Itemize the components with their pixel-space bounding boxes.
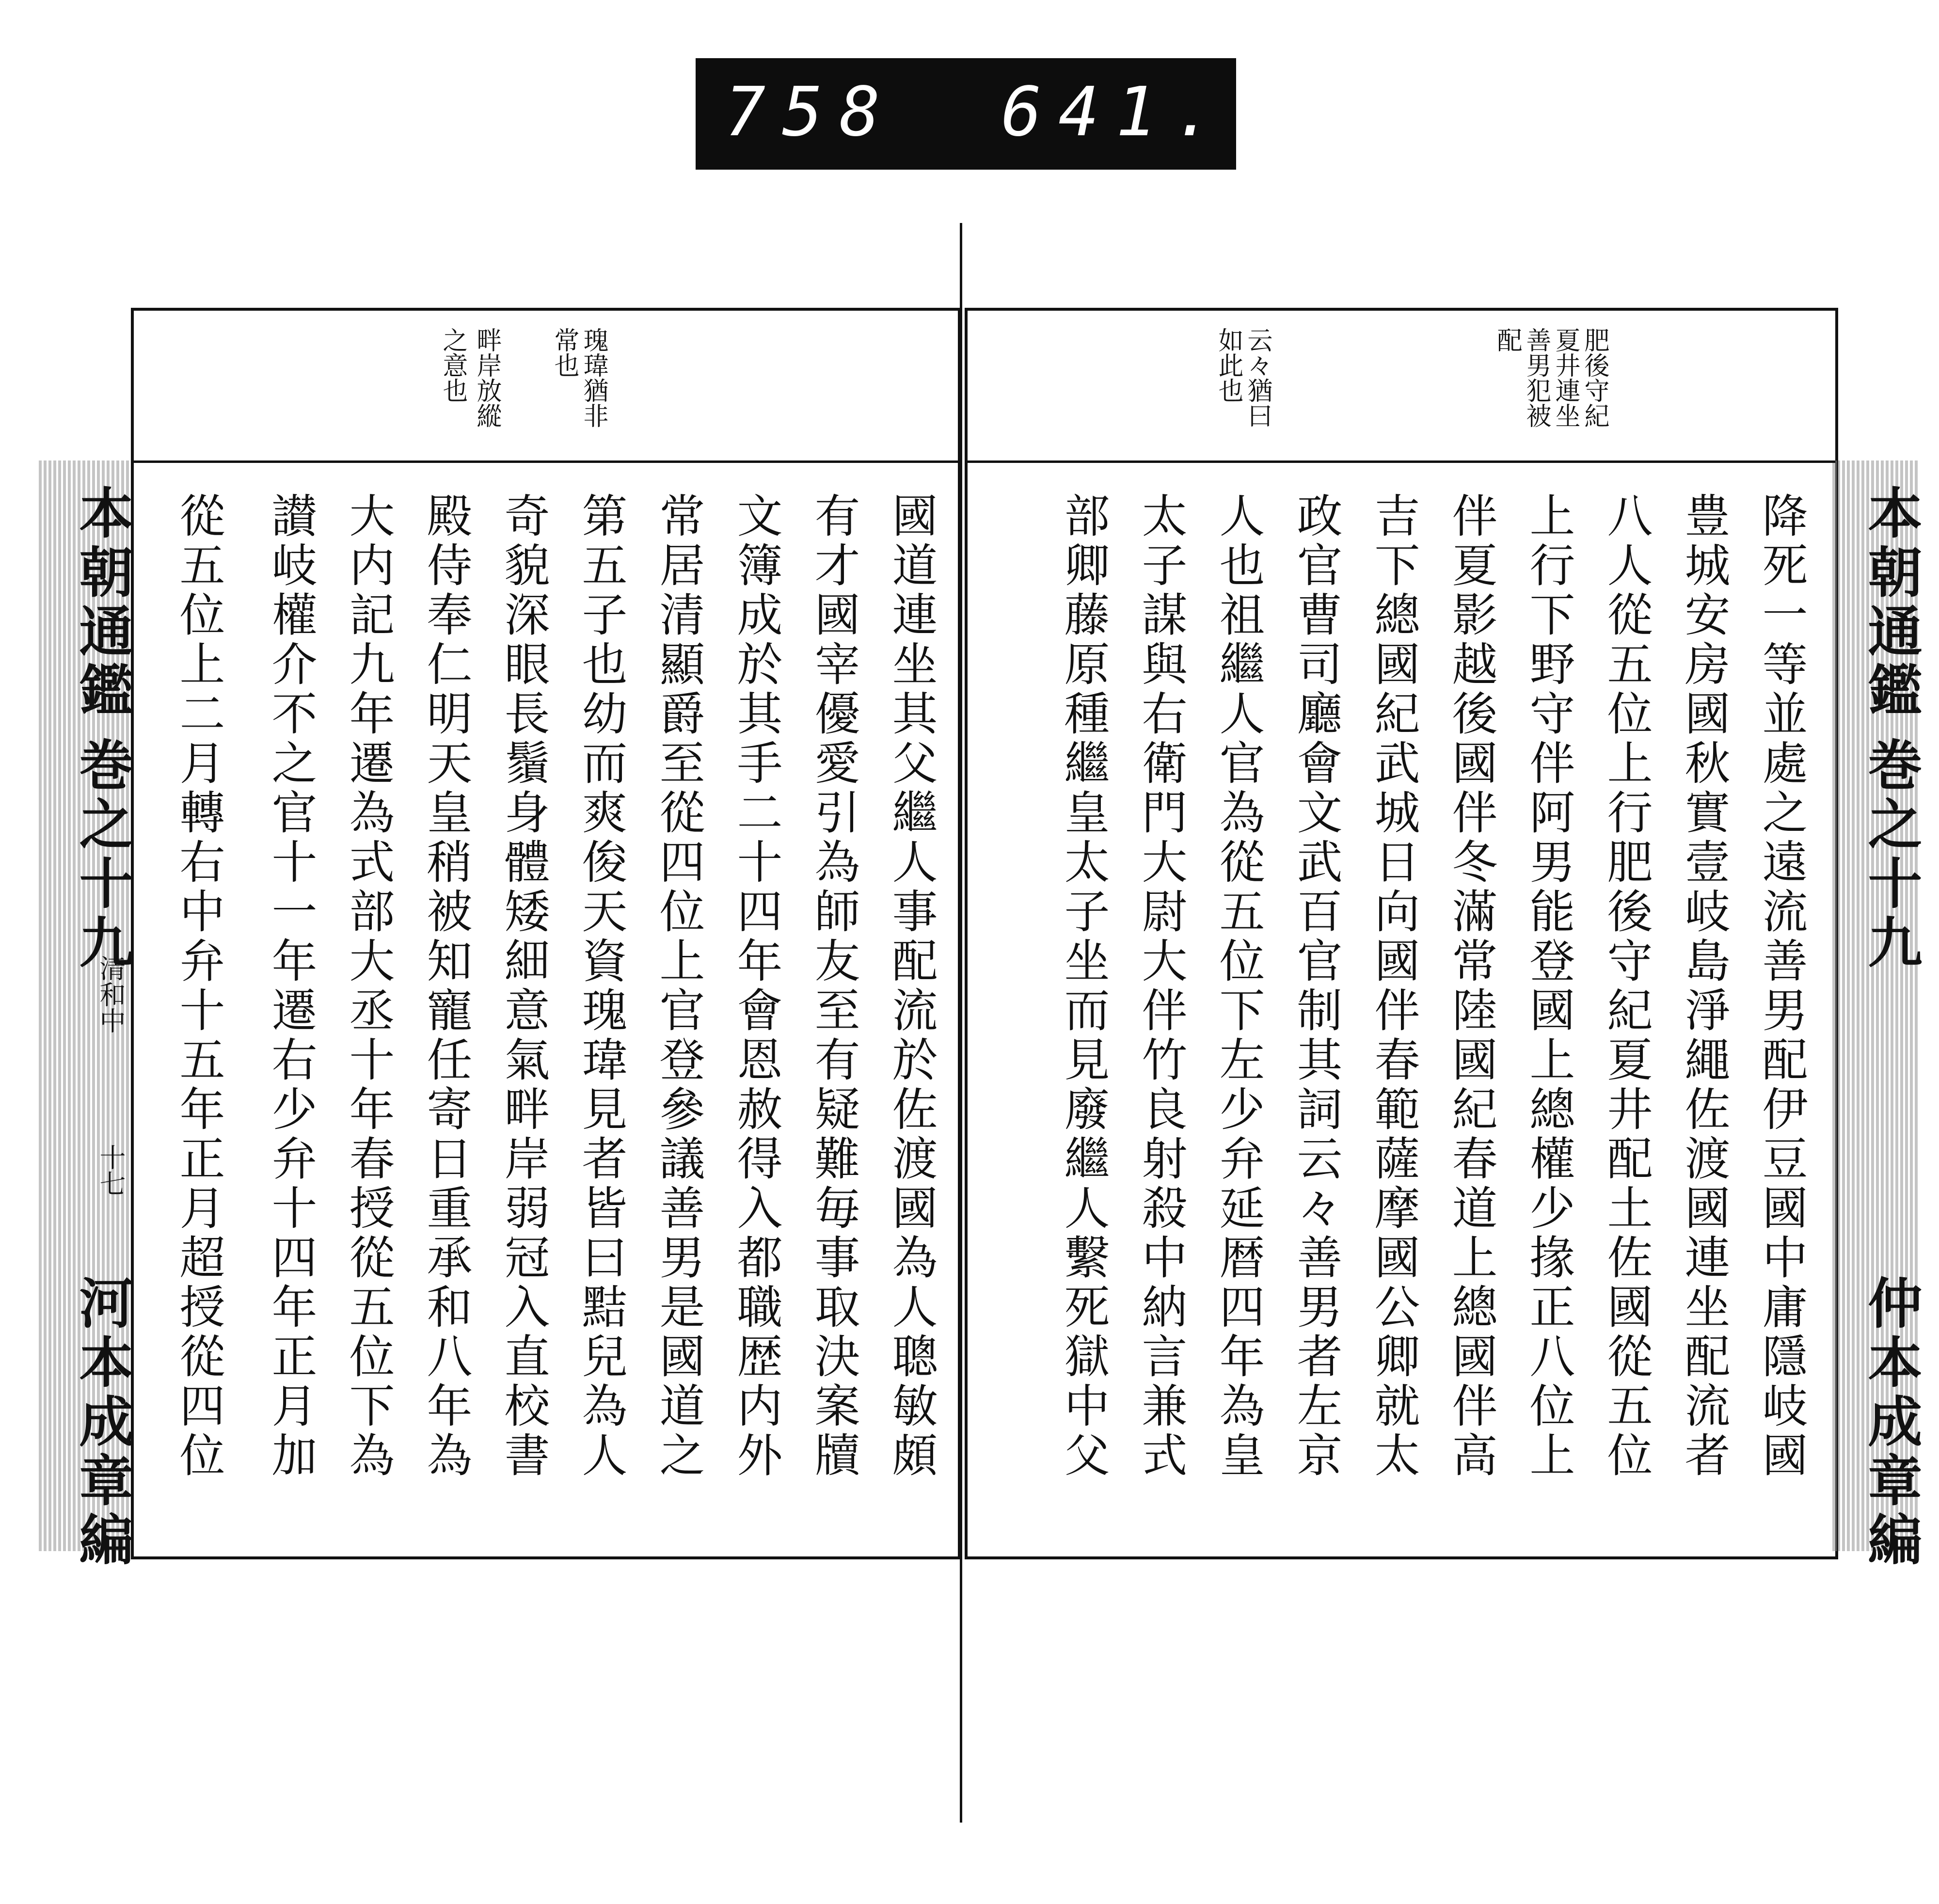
- right-margin-compiler: 仲本成章編: [1859, 1275, 1923, 1571]
- right-head-note-2: 夏井連坐: [1551, 327, 1580, 428]
- left-text-column-7: 殿侍奉仁明天皇稍被知寵任寄日重承和八年為: [419, 492, 472, 1481]
- left-page: [10, 223, 962, 1823]
- open-book: [10, 223, 1929, 1823]
- left-text-column-3: 文簿成於其手二十四年會恩赦得入都職歴内外: [729, 492, 782, 1481]
- left-margin-era: 清和中: [95, 955, 126, 1033]
- left-head-note-3: 畔岸放縱: [472, 327, 501, 428]
- left-text-column-10: 從五位上二月轉右中弁十五年正月超授從四位: [172, 492, 224, 1481]
- left-head-note-2: 常也: [550, 327, 579, 378]
- right-text-column-2: 豊城安房國秋實壹岐島淨繩佐渡國連坐配流者: [1677, 492, 1730, 1481]
- right-text-column-1: 降死一等並處之遠流善男配伊豆國中庸隱岐國: [1754, 492, 1807, 1481]
- left-head-note-4: 之意也: [438, 327, 467, 403]
- right-page: [962, 223, 1929, 1823]
- right-head-note-1: 肥後守紀: [1580, 327, 1609, 428]
- right-head-note-5: 云々猶曰: [1243, 327, 1272, 428]
- left-text-column-9: 讃岐權介不之官十一年遷右少弁十四年正月加: [264, 492, 317, 1481]
- right-text-column-3: 八人從五位上行肥後守紀夏井配土佐國從五位: [1599, 492, 1652, 1481]
- left-text-column-4: 常居清顯爵至從四位上官登參議善男是國道之: [652, 492, 704, 1481]
- right-text-column-8: 人也祖繼人官為從五位下左少弁延暦四年為皇: [1211, 492, 1264, 1481]
- right-margin-title: 本朝通鑑: [1859, 485, 1923, 721]
- right-text-column-6: 吉下總國紀武城日向國伴春範薩摩國公卿就太: [1367, 492, 1419, 1481]
- left-text-column-8: 大内記九年遷為式部大丞十年春授從五位下為: [341, 492, 394, 1481]
- right-text-column-5: 伴夏影越後國伴冬滿常陸國紀春道上總國伴高: [1444, 492, 1497, 1481]
- left-text-column-2: 有才國宰優愛引為師友至有疑難毎事取決案牘: [807, 492, 859, 1481]
- right-margin-volume: 巻之十九: [1859, 737, 1923, 973]
- left-margin-compiler: 河本成章編: [70, 1275, 134, 1571]
- left-head-rule: [131, 460, 961, 463]
- right-text-column-7: 政官曹司廳會文武百官制其詞云々善男者左京: [1289, 492, 1342, 1481]
- left-margin-title: 本朝通鑑: [70, 485, 134, 721]
- right-head-note-3: 善男犯被: [1522, 327, 1551, 428]
- call-number-label: [696, 58, 1236, 170]
- call-number-right: 641.: [1001, 73, 1231, 152]
- left-head-note-1: 瑰瑋猶非: [579, 327, 608, 428]
- right-text-column-4: 上行下野守伴阿男能登國上總權少掾正八位上: [1522, 492, 1574, 1481]
- left-margin-volume: 巻之十九: [70, 737, 134, 973]
- right-head-note-6: 如此也: [1214, 327, 1243, 403]
- left-text-column-1: 國道連坐其父繼人事配流於佐渡國為人聰敏頗: [884, 492, 937, 1481]
- right-head-rule: [965, 460, 1838, 463]
- left-text-column-6: 奇貌深眼長鬚身體矮細意氣畔岸弱冠入直校書: [496, 492, 549, 1481]
- call-number-left: 758: [725, 73, 897, 152]
- right-text-column-10: 部卿藤原種繼皇太子坐而見廢繼人繫死獄中父: [1056, 492, 1109, 1481]
- right-head-note-4: 配: [1493, 327, 1522, 352]
- left-text-column-5: 第五子也幼而爽俊天資瑰瑋見者皆曰黠兒為人: [574, 492, 627, 1481]
- left-margin-folio: 十七: [95, 1144, 126, 1196]
- right-text-column-9: 太子謀與右衛門大尉大伴竹良射殺中納言兼式: [1134, 492, 1187, 1481]
